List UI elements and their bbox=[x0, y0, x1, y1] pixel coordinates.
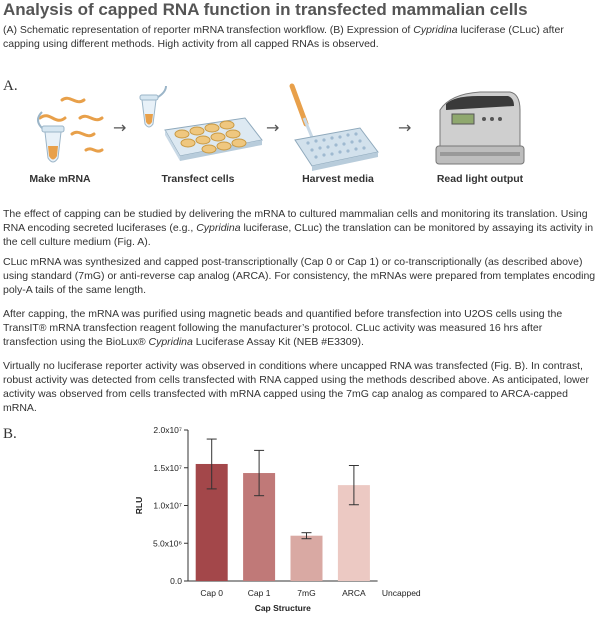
pipette-plate-icon bbox=[292, 86, 378, 171]
arrow-icon: → bbox=[398, 118, 412, 137]
arrow-icon: → bbox=[113, 118, 127, 137]
paragraph-1: The effect of capping can be studied by delivering the mRNA to cultured mammalian cells and monitoring its translation. Using RNA encoding secreted luciferases (e.g., Cypridina luciferase, CLuc) the translation can be monitored by assaying its activity in the cell culture medium (Fig. A). bbox=[3, 208, 594, 248]
x-tick-label: Cap 1 bbox=[247, 588, 271, 598]
panel-a-label: A. bbox=[3, 78, 18, 94]
y-axis-title: RLU bbox=[134, 496, 144, 515]
x-tick-label: Cap 0 bbox=[200, 588, 224, 598]
paragraph-3: After capping, the mRNA was purified using magnetic beads and quantified before transfection into U2OS cells using the TransIT® mRNA transfection reagent following the manufacturer’s protocol. CLuc activity was measured 16 hrs after transfection using the BioLux® Cypridina Luciferase Assay Kit (NEB #E3309). bbox=[3, 308, 563, 348]
panel-b-label: B. bbox=[3, 426, 17, 442]
y-tick-label: 1.5x10⁷ bbox=[153, 462, 182, 473]
rlu-bar-chart bbox=[130, 418, 430, 623]
step-label-harvest-media: Harvest media bbox=[302, 173, 374, 185]
step-label-make-mrna: Make mRNA bbox=[29, 173, 91, 185]
y-tick-label: 5.0x10⁶ bbox=[152, 538, 182, 549]
page-title: Analysis of capped RNA function in transfected mammalian cells bbox=[3, 0, 528, 19]
y-tick-label: 1.0x10⁷ bbox=[153, 500, 182, 511]
x-tick-label: Uncapped bbox=[381, 588, 421, 598]
y-tick-label: 2.0x10⁷ bbox=[153, 425, 182, 435]
paragraph-4: Virtually no luciferase reporter activity was observed in conditions where uncapped RNA was transfected (Fig. B). In contrast, robust activity was detected from cells transfected with RNA capped using the methods described above. As anticipated, lower activity was observed from cells transfected with mRNA capped using the 7mG cap analog as compared to ARCA-capped mRNA. bbox=[3, 360, 589, 414]
x-tick-label: 7mG bbox=[297, 588, 316, 598]
step-label-read-light: Read light output bbox=[436, 173, 524, 185]
luminometer-icon bbox=[436, 92, 524, 164]
paragraph-2: CLuc mRNA was synthesized and capped post-transcriptionally (Cap 0 or Cap 1) or co-transcriptionally (as described above) using standard (7mG) or anti-reverse cap analog (ARCA). For consistency, the mRNAs were prepared from templates encoding poly-A tails of the same length. bbox=[3, 256, 596, 296]
x-tick-label: ARCA bbox=[342, 588, 366, 598]
x-axis-title: Cap Structure bbox=[254, 603, 311, 613]
mrna-tube-icon bbox=[38, 98, 102, 162]
figure-caption: (A) Schematic representation of reporter mRNA transfection workflow. (B) Expression of Cypridina luciferase (CLuc) after capping using different methods. High activity from all capped RNAs is observed. bbox=[3, 24, 564, 50]
transfection-plate-icon bbox=[140, 86, 262, 161]
step-label-transfect-cells: Transfect cells bbox=[161, 173, 235, 185]
bar bbox=[291, 536, 323, 581]
arrow-icon: → bbox=[266, 118, 280, 137]
y-tick-label: 0.0 bbox=[170, 576, 182, 586]
